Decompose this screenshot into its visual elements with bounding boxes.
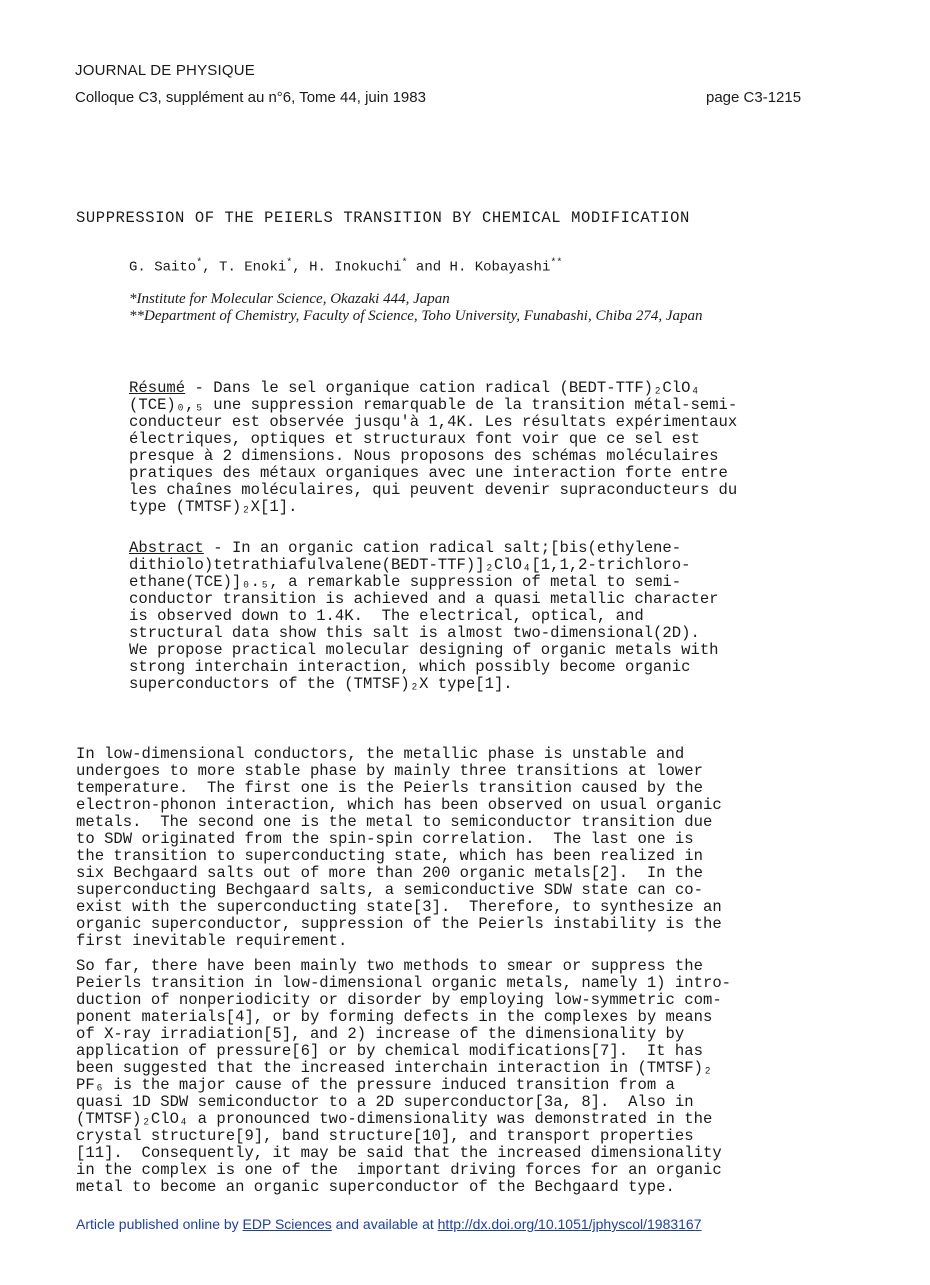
resume-line: presque à 2 dimensions. Nous proposons des schémas moléculaires [129,447,719,465]
abstract-block [129,540,829,693]
issue-info: Colloque C3, supplément au n°6, Tome 44, juin 1983 [75,89,426,106]
body-paragraph-1: In low-dimensional conductors, the metallic phase is unstable and undergoes to more stable phase by mainly three transitions at lower temperature. The first one is the Peierls transition caused by the electron-phonon interaction, which has been observed on usual organic metals. The second one is the metal to semiconductor transition due to SDW originated from the spin-spin correlation. The last one is the transition to superconducting state, which has been realized in six Bechgaard salts out of more than 200 organic metals[2]. In the superconducting Bechgaard salts, a semiconductive SDW state can co- exist with the superconducting state[3]. Therefore, to synthesize an organic superconductor, suppression of the Peierls instability is the first inevitable requirement. [76,745,722,950]
resume-line: électriques, optiques et structuraux font voir que ce sel est [129,430,700,448]
abstract-line: - In an organic cation radical salt;[bis(ethylene- [203,539,682,557]
doi-link[interactable]: http://dx.doi.org/10.1051/jphyscol/1983167 [437,1216,702,1232]
affiliation-ims: *Institute for Molecular Science, Okazaki 444, Japan [129,291,450,307]
abstract-line: ethane(TCE)]₀.₅, a remarkable suppression of metal to semi- [129,573,682,591]
affiliation-toho: **Department of Chemistry, Faculty of Science, Toho University, Funabashi, Chiba 274, Japan [129,308,703,324]
author-saito: G. Saito [129,259,197,276]
abstract-label: Abstract [129,539,204,557]
author-enoki: T. Enoki [219,259,287,276]
resume-block [129,380,829,516]
publication-footer: Article published online by EDP Sciences and available at http://dx.doi.org/10.1051/jphyscol/1983167 [76,1216,702,1232]
abstract-line: is observed down to 1.4K. The electrical, optical, and [129,607,644,625]
resume-line: (TCE)₀,₅ une suppression remarquable de la transition métal-semi- [129,396,738,414]
author-inokuchi: H. Inokuchi [309,259,402,276]
paper-title: SUPPRESSION OF THE PEIERLS TRANSITION BY CHEMICAL MODIFICATION [76,209,690,227]
edp-sciences-link[interactable]: EDP Sciences [242,1216,332,1232]
resume-line: type (TMTSF)₂X[1]. [129,498,298,516]
resume-line: conducteur est observée jusqu'à 1,4K. Les résultats expérimentaux [129,413,738,431]
author-list: G. Saito*, T. Enoki*, H. Inokuchi* and H. Kobayashi** [129,258,563,276]
resume-line: les chaînes moléculaires, qui peuvent devenir supraconducteurs du [129,481,738,499]
abstract-line: structural data show this salt is almost two-dimensional(2D). [129,624,700,642]
resume-line: pratiques des métaux organiques avec une interaction forte entre [129,464,728,482]
abstract-line: dithiolo)tetrathiafulvalene(BEDT-TTF)]₂ClO₄[1,1,2-trichloro- [129,556,691,574]
abstract-line: We propose practical molecular designing of organic metals with [129,641,719,659]
page-number: page C3-1215 [706,89,802,106]
body-paragraph-2: So far, there have been mainly two methods to smear or suppress the Peierls transition in low-dimensional organic metals, namely 1) intro- duction of nonperiodicity or disorder by employing low-symmetric com- ponent materials[4], or by forming defects in the complexes by means of X-ray irradiation[5], and 2) increase of the dimensionality by application of pressure[6] or by chemical modifications[7]. It has been suggested that the increased interchain interaction in (TMTSF)₂ PF₆ is the major cause of the pressure induced transition from a quasi 1D SDW semiconductor to a 2D superconductor[3a, 8]. Also in (TMTSF)₂ClO₄ a pronounced two-dimensionality was demonstrated in the crystal structure[9], band structure[10], and transport properties [11]. Consequently, it may be said that the increased dimensionality in the complex is one of the important driving forces for an organic metal to become an organic superconductor of the Bechgaard type. [76,957,732,1196]
abstract-line: conductor transition is achieved and a quasi metallic character [129,590,719,608]
abstract-line: strong interchain interaction, which possibly become organic [129,658,691,676]
resume-line: - Dans le sel organique cation radical (BEDT-TTF)₂ClO₄ [185,379,700,397]
author-kobayashi: H. Kobayashi [449,259,551,276]
resume-label: Résumé [129,379,186,397]
journal-name: JOURNAL DE PHYSIQUE [75,62,255,79]
abstract-line: superconductors of the (TMTSF)₂X type[1]. [129,675,513,693]
